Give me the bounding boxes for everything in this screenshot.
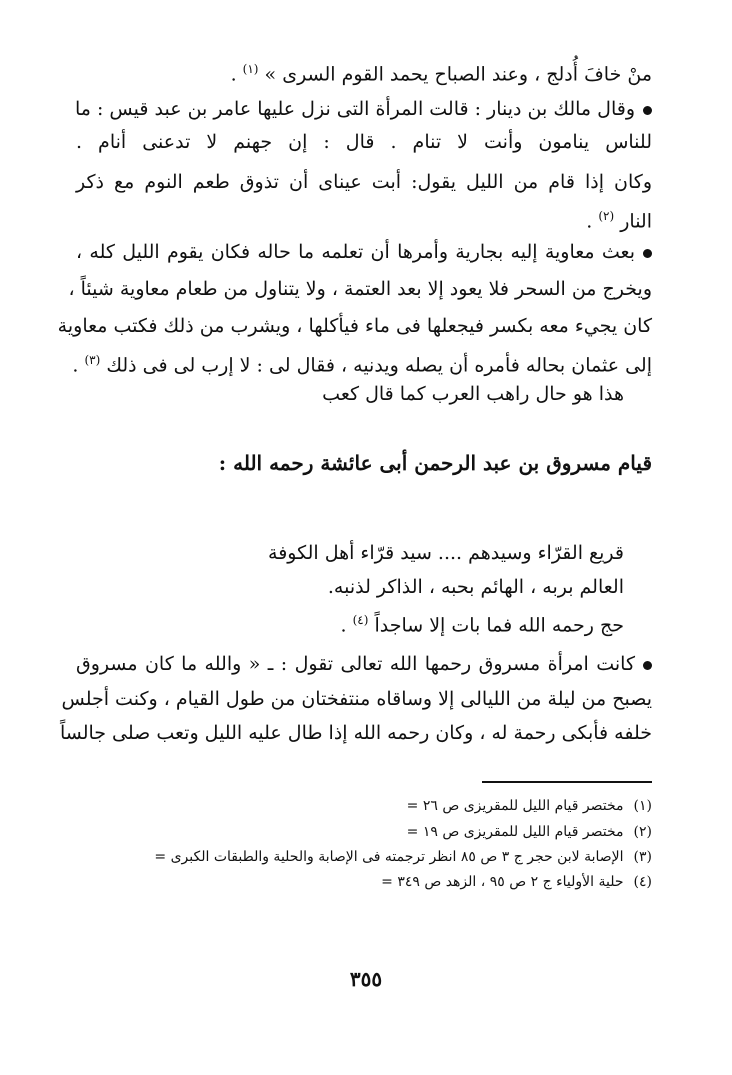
footnote-1 [407, 796, 652, 816]
footnote-number: (٣) [633, 849, 652, 865]
footnote-text: مختصر قيام الليل للمقريزى ص ٢٦ = [406, 798, 624, 814]
body2-line-3: خلفه فأبكى رحمة له ، وكان رحمه الله إذا طال عليه الليل وتعب صلى جالساً [59, 722, 652, 744]
footnote-text: الإصابة لابن حجر ج ٣ ص ٨٥ انظر ترجمته فى الإصابة والحلية والطبقات الكبرى = [154, 849, 624, 865]
footnote-text: حلية الأولياء ج ٢ ص ٩٥ ، الزهد ص ٣٤٩ = [381, 874, 624, 890]
verse-line-1: قريع القرّاء وسيدهم .... سيد قرّاء أهل الكوفة [268, 542, 624, 564]
footnote-number: (١) [633, 798, 652, 814]
body-line-1: منْ خافَ أُدلج ، وعند الصباح يحمد القوم السرى » $^{(١)}$ . [230, 62, 652, 86]
body-line-3: للناس ينامون وأنت لا تنام . قال : إن جهنم لا تدعنى أنام . [76, 131, 652, 153]
footnote-ref-2: (٢) [598, 209, 615, 223]
verse-line-2: العالم بربه ، الهائم بحبه ، الذاكر لذنبه. [327, 576, 624, 598]
verse-line-3: حج رحمه الله فما بات إلا ساجداً $^{(٤)}$ . [340, 613, 624, 637]
footnote-number: (٤) [633, 874, 652, 890]
body2-line-1: كانت امرأة مسروق رحمها الله تعالى تقول : ـ « والله ما كان مسروق [76, 651, 652, 677]
footnote-4 [381, 872, 652, 892]
footnote-ref-3: (٣) [84, 353, 101, 367]
page-number: ٣٥٥ [349, 967, 383, 991]
bullet-icon [643, 106, 652, 115]
bullet-icon [643, 249, 652, 258]
body2-line-2: يصبح من ليلة من الليالى إلا وساقاه منتفختان من طول القيام ، وكنت أجلس [61, 688, 652, 710]
body-line-7: ويخرج من السحر فلا يعود إلا بعد العتمة ، ولا يتناول من طعام معاوية شيئاً ، [68, 278, 652, 300]
bullet-icon [643, 661, 652, 670]
footnote-number: (٢) [633, 824, 652, 840]
body-line-4: وكان إذا قام من الليل يقول: أبت عيناى أن تذوق طعم النوم مع ذكر [76, 171, 652, 193]
body-line-2: وقال مالك بن دينار : قالت المرأة التى نزل عليها عامر بن عبد قيس : ما [76, 96, 652, 122]
body-line-8: كان يجيء معه بكسر فيجعلها فى ماء فيأكلها ، ويشرب من ذلك فكتب معاوية [57, 315, 652, 337]
footnote-2 [407, 822, 652, 842]
footnote-text: مختصر قيام الليل للمقريزى ص ١٩ = [406, 824, 624, 840]
body-line-6: بعث معاوية إليه بجارية وأمرها أن تعلمه ما حاله فكان يقوم الليل كله ، [76, 239, 652, 265]
section-heading: قيام مسروق بن عبد الرحمن أبى عائشة رحمه الله : [218, 451, 652, 475]
footnote-ref-1: (١) [242, 62, 259, 76]
body-line-9: إلى عثمان بحاله فأمره أن يصله ويدنيه ، فقال لى : لا إرب لى فى ذلك $^{(٣)}$ . [72, 353, 652, 377]
body-line-5: النار $^{(٢)}$ . [586, 209, 652, 233]
footnote-ref-4: (٤) [352, 613, 369, 627]
body-line-10: هذا هو حال راهب العرب كما قال كعب [322, 383, 624, 405]
footnote-divider [482, 781, 652, 783]
footnote-3 [154, 847, 652, 867]
